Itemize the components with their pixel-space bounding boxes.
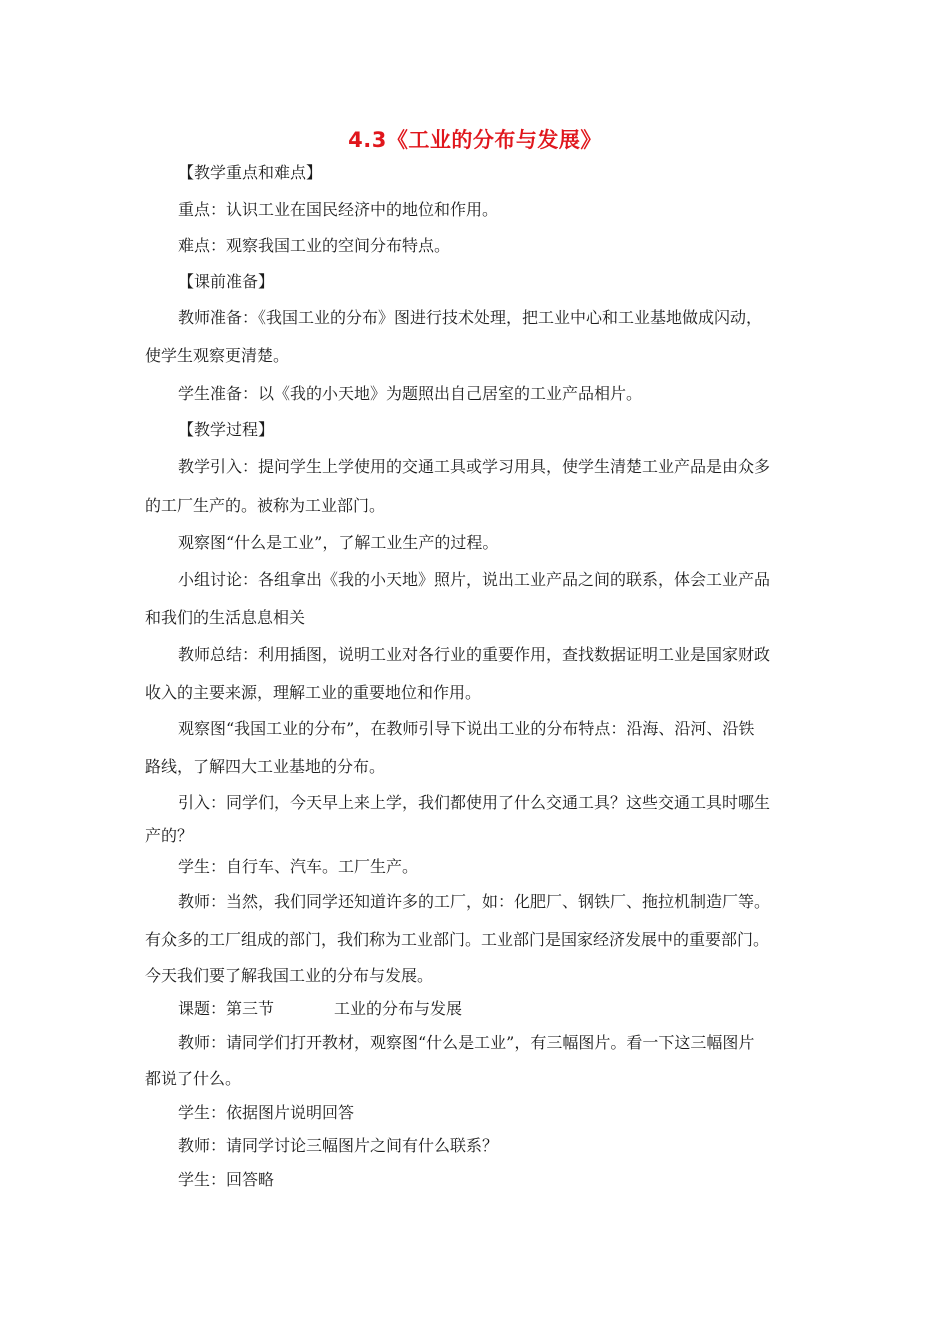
paragraph-line: 教师总结：利用插图，说明工业对各行业的重要作用，查找数据证明工业是国家财政 — [178, 645, 771, 664]
paragraph-line: 教学引入：提问学生上学使用的交通工具或学习用具，使学生清楚工业产品是由众多 — [178, 457, 771, 476]
section-heading-preparation: 【课前准备】 — [178, 272, 275, 291]
topic-label: 课题：第三节 — [178, 999, 275, 1018]
paragraph-line: 教师准备：《我国工业的分布》图进行技术处理，把工业中心和工业基地做成闪动， — [178, 308, 763, 327]
paragraph-line: 产的？ — [145, 826, 194, 845]
paragraph-line: 的工厂生产的。被称为工业部门。 — [145, 496, 386, 515]
document-title: 4.3《工业的分布与发展》 — [348, 128, 602, 152]
paragraph-line: 教师：请同学们打开教材，观察图“什么是工业”，有三幅图片。看一下这三幅图片 — [178, 1033, 755, 1052]
paragraph-line: 学生：自行车、汽车。工厂生产。 — [178, 857, 419, 876]
section-heading-key-points: 【教学重点和难点】 — [178, 163, 323, 182]
topic-line — [178, 999, 462, 1019]
paragraph-line: 难点：观察我国工业的空间分布特点。 — [178, 236, 451, 255]
paragraph-line: 重点：认识工业在国民经济中的地位和作用。 — [178, 200, 499, 219]
paragraph-line: 学生：依据图片说明回答 — [178, 1103, 355, 1122]
topic-title: 工业的分布与发展 — [334, 999, 463, 1018]
paragraph-line: 教师：请同学讨论三幅图片之间有什么联系？ — [178, 1136, 499, 1155]
paragraph-line: 学生准备：以《我的小天地》为题照出自己居室的工业产品相片。 — [178, 384, 643, 403]
paragraph-line: 和我们的生活息息相关 — [145, 608, 306, 627]
paragraph-line: 观察图“我国工业的分布”，在教师引导下说出工业的分布特点：沿海、沿河、沿铁 — [178, 719, 755, 738]
paragraph-line: 观察图“什么是工业”，了解工业生产的过程。 — [178, 533, 499, 552]
paragraph-line: 学生：回答略 — [178, 1170, 275, 1189]
paragraph-line: 有众多的工厂组成的部门，我们称为工业部门。工业部门是国家经济发展中的重要部门。 — [145, 930, 770, 949]
paragraph-line: 使学生观察更清楚。 — [145, 346, 290, 365]
paragraph-line: 教师：当然，我们同学还知道许多的工厂，如：化肥厂、钢铁厂、拖拉机制造厂等。 — [178, 892, 771, 911]
paragraph-line: 小组讨论：各组拿出《我的小天地》照片，说出工业产品之间的联系，体会工业产品 — [178, 570, 771, 589]
section-heading-process: 【教学过程】 — [178, 420, 275, 439]
paragraph-line: 引入：同学们，今天早上来上学，我们都使用了什么交通工具？这些交通工具时哪生 — [178, 793, 771, 812]
paragraph-line: 今天我们要了解我国工业的分布与发展。 — [145, 966, 434, 985]
paragraph-line: 收入的主要来源，理解工业的重要地位和作用。 — [145, 683, 482, 702]
paragraph-line: 都说了什么。 — [145, 1069, 242, 1088]
paragraph-line: 路线，了解四大工业基地的分布。 — [145, 757, 386, 776]
